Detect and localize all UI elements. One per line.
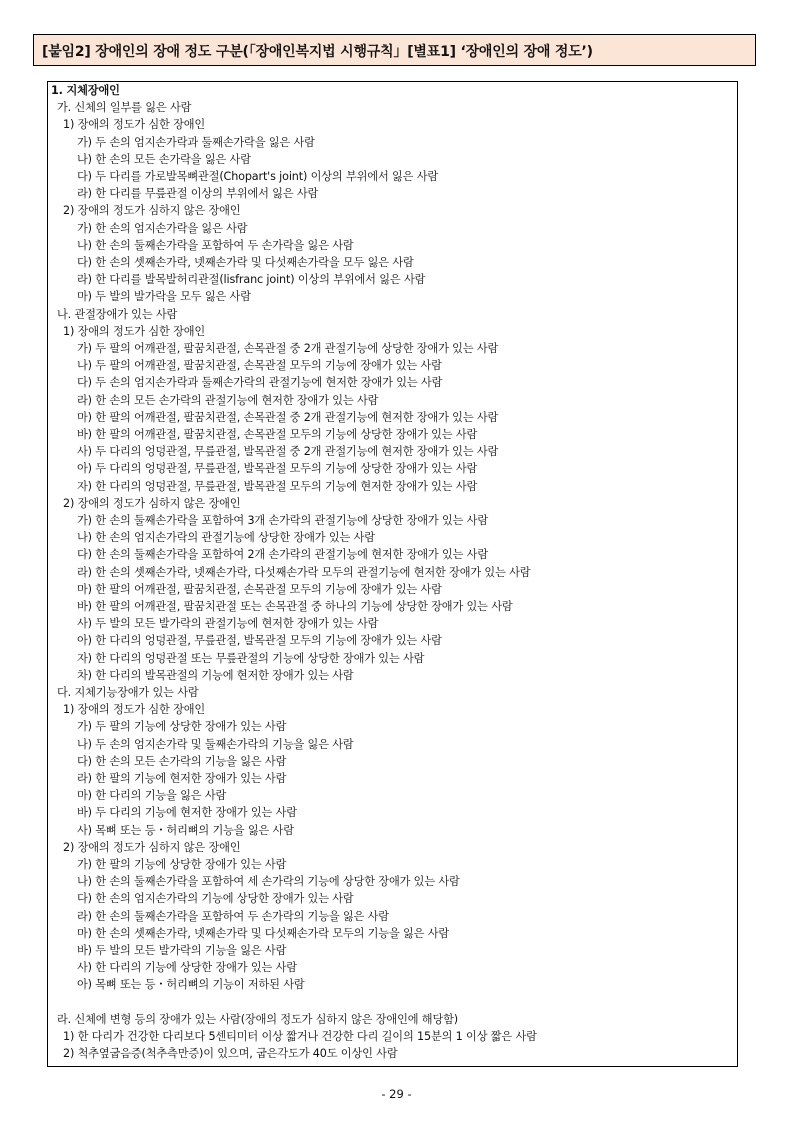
content-line: 라) 한 팔의 기능에 현저한 장애가 있는 사람 — [77, 772, 287, 785]
content-line: 마) 한 손의 셋째손가락, 넷째손가락 및 다섯째손가락 모두의 기능을 잃은 사람 — [77, 926, 450, 940]
content-line: 아) 한 다리의 엉덩관절, 무릎관절, 발목관절 모두의 기능에 장애가 있는 사람 — [77, 634, 442, 648]
content-line: 다) 한 손의 셋째손가락, 넷째손가락 및 다섯째손가락을 모두 잃은 사람 — [77, 256, 414, 269]
content-line: 2) 장애의 정도가 심하지 않은 장애인 — [63, 204, 241, 218]
content-line: 라) 한 손의 모든 손가락의 관절기능에 현저한 장애가 있는 사람 — [77, 393, 379, 407]
content-line: 다) 한 손의 모든 손가락의 기능을 잃은 사람 — [77, 754, 287, 768]
content-line: 마) 한 다리의 기능을 잃은 사람 — [77, 789, 227, 803]
content-line: 자) 한 다리의 엉덩관절 또는 무릎관절의 기능에 상당한 장애가 있는 사람 — [77, 651, 425, 665]
content-line: 나) 두 팔의 어깨관절, 팔꿈치관절, 손목관절 모두의 기능에 장애가 있는 사람 — [77, 359, 442, 373]
page-number: - 29 - — [381, 1087, 412, 1101]
content-line: 가. 신체의 일부를 잃은 사람 — [57, 101, 192, 115]
content-line: 다) 두 다리를 가로발목뼈관절(Chopart's joint) 이상의 부위에서 잃은 사람 — [77, 170, 439, 183]
content-line: 라) 한 다리를 발목발허리관절(lisfranc joint) 이상의 부위에서 잃은 사람 — [77, 273, 426, 287]
content-line: 나. 관절장애가 있는 사람 — [57, 307, 178, 321]
content-line: 바) 한 팔의 어깨관절, 팔꿈치관절, 손목관절 모두의 기능에 상당한 장애가 있는 사람 — [77, 428, 478, 441]
content-line: 2) 척추옆굽음증(척추측만증)이 있으며, 굽은각도가 40도 이상인 사람 — [63, 1047, 398, 1061]
content-line: 바) 두 다리의 기능에 현저한 장애가 있는 사람 — [77, 806, 297, 820]
content-line: 1) 한 다리가 건강한 다리보다 5센티미터 이상 짧거나 건강한 다리 길이의 15분의 1 이상 짧은 사람 — [63, 1030, 537, 1043]
content-line: 라. 신체에 변형 등의 장애가 있는 사람(장애의 정도가 심하지 않은 장애인에 해당함) — [57, 1012, 458, 1026]
content-line: 라) 한 손의 둘째손가락을 포함하여 두 손가락의 기능을 잃은 사람 — [77, 909, 389, 923]
content-line: 나) 한 손의 둘째손가락을 포함하여 세 손가락의 기능에 상당한 장애가 있는 사람 — [77, 875, 460, 889]
content-line: 아) 두 다리의 엉덩관절, 무릎관절, 발목관절 모두의 기능에 상당한 장애가 있는 사람 — [77, 462, 478, 476]
content-line: 나) 한 손의 둘째손가락을 포함하여 두 손가락을 잃은 사람 — [77, 238, 354, 252]
content-line: 자) 한 다리의 엉덩관절, 무릎관절, 발목관절 모두의 기능에 현저한 장애가 있는 사람 — [77, 479, 478, 493]
content-line: 1. 지체장애인 — [51, 84, 120, 97]
content-box — [47, 81, 738, 1067]
content-line: 1) 장애의 정도가 심한 장애인 — [63, 324, 206, 338]
content-line: 바) 한 팔의 어깨관절, 팔꿈치관절 또는 손목관절 중 하나의 기능에 상당한 장애가 있는 사람 — [77, 600, 513, 613]
content-line: 1) 장애의 정도가 심한 장애인 — [63, 703, 206, 717]
content-line: 사) 한 다리의 기능에 상당한 장애가 있는 사람 — [77, 961, 297, 975]
content-line: 가) 두 손의 엄지손가락과 둘째손가락을 잃은 사람 — [77, 135, 315, 149]
content-line: 다) 한 손의 엄지손가락의 기능에 상당한 장애가 있는 사람 — [77, 892, 354, 906]
content-line: 2) 장애의 정도가 심하지 않은 장애인 — [63, 840, 241, 854]
content-line: 나) 두 손의 엄지손가락 및 둘째손가락의 기능을 잃은 사람 — [77, 737, 354, 751]
content-line: 다) 한 손의 둘째손가락을 포함하여 2개 손가락의 관절기능에 현저한 장애가 있는 사람 — [77, 548, 488, 562]
content-line: 마) 한 팔의 어깨관절, 팔꿈치관절, 손목관절 중 2개 관절기능에 현저한 장애가 있는 사람 — [77, 410, 499, 424]
content-line: 다. 지체기능장애가 있는 사람 — [57, 686, 199, 699]
content-line: 가) 한 손의 엄지손가락을 잃은 사람 — [77, 221, 248, 235]
content-line: 2) 장애의 정도가 심하지 않은 장애인 — [63, 496, 241, 510]
content-line: 가) 두 팔의 어깨관절, 팔꿈치관절, 손목관절 중 2개 관절기능에 상당한 장애가 있는 사람 — [77, 342, 499, 355]
title-box — [33, 34, 756, 66]
content-line: 마) 두 발의 발가락을 모두 잃은 사람 — [77, 290, 251, 304]
content-line: 사) 두 발의 모든 발가락의 관절기능에 현저한 장애가 있는 사람 — [77, 617, 379, 631]
content-line: 바) 두 발의 모든 발가락의 기능을 잃은 사람 — [77, 944, 287, 957]
content-line: 마) 한 팔의 어깨관절, 팔꿈치관절, 손목관절 모두의 기능에 장애가 있는 사람 — [77, 582, 442, 596]
content-line: 라) 한 다리를 무릎관절 이상의 부위에서 잃은 사람 — [77, 187, 319, 201]
content-line: 나) 한 손의 모든 손가락을 잃은 사람 — [77, 152, 251, 166]
content-line: 나) 한 손의 엄지손가락의 관절기능에 상당한 장애가 있는 사람 — [77, 531, 375, 545]
content-line: 다) 두 손의 엄지손가락과 둘째손가락의 관절기능에 현저한 장애가 있는 사람 — [77, 376, 443, 390]
content-line: 라) 한 손의 셋째손가락, 넷째손가락, 다섯째손가락 모두의 관절기능에 현저한 장애가 있는 사람 — [77, 565, 531, 579]
content-line: 사) 목뼈 또는 등・허리뼈의 기능을 잃은 사람 — [77, 823, 294, 837]
content-line: 가) 한 손의 둘째손가락을 포함하여 3개 손가락의 관절기능에 상당한 장애가 있는 사람 — [77, 514, 488, 527]
content-line: 가) 두 팔의 기능에 상당한 장애가 있는 사람 — [77, 720, 287, 734]
content-line: 차) 한 다리의 발목관절의 기능에 현저한 장애가 있는 사람 — [77, 668, 354, 682]
content-line: 가) 한 팔의 기능에 상당한 장애가 있는 사람 — [77, 858, 287, 871]
content-line: 사) 두 다리의 엉덩관절, 무릎관절, 발목관절 중 2개 관절기능에 현저한 장애가 있는 사람 — [77, 445, 499, 459]
document-title: [붙임2] 장애인의 장애 정도 구분(「장애인복지법 시행규칙」[별표1] ‘장애인의 장애 정도’) — [42, 44, 593, 60]
content-line: 아) 목뼈 또는 등・허리뼈의 기능이 저하된 사람 — [77, 978, 305, 992]
content-line: 1) 장애의 정도가 심한 장애인 — [63, 118, 206, 132]
